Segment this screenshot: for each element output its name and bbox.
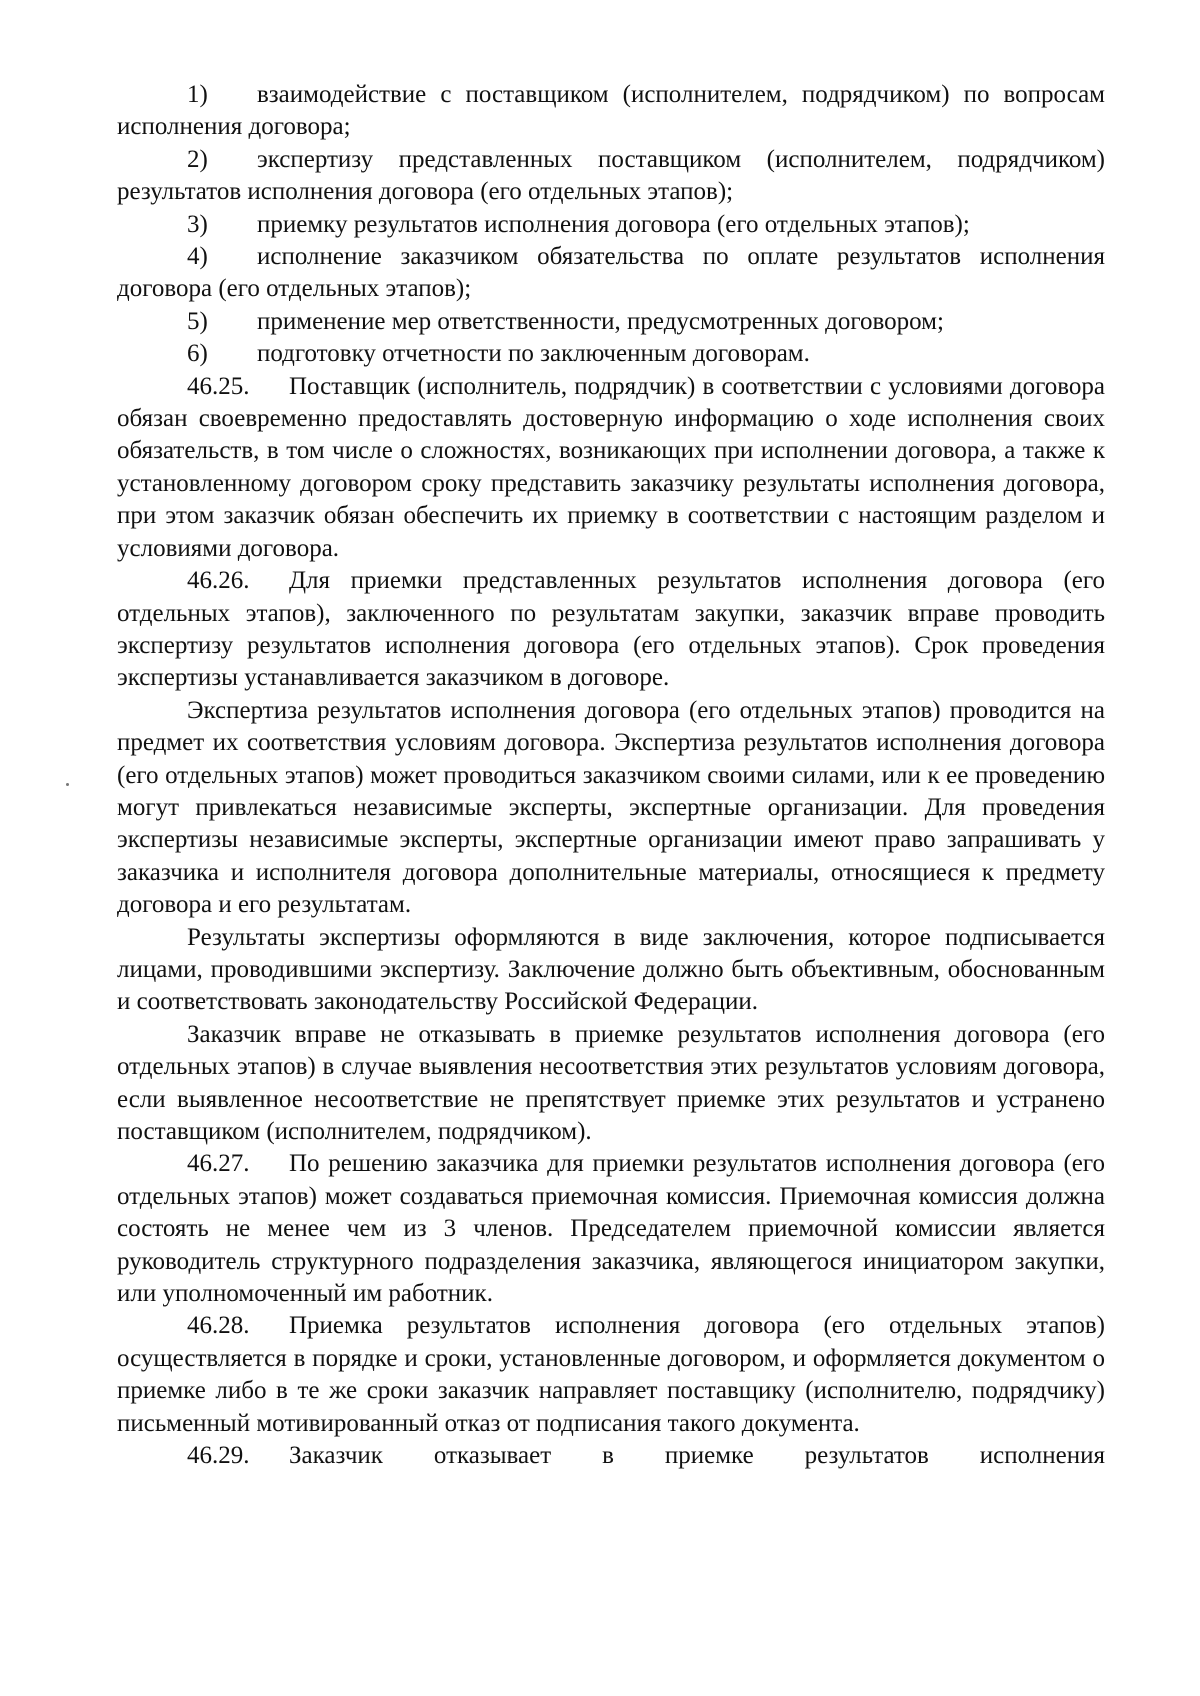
clause-number: 46.26. bbox=[187, 567, 250, 595]
clause-text: Поставщик (исполнитель, подрядчик) в соответствии с условиями договора обязан своевременно предоставлять достоверную информацию о ходе исполнения своих обязательств, в том числе о сложностях, возникающих при исполнении договора, а также к установленному договором сроку представить заказчику результаты исполнения договора, при этом заказчик обязан обеспечить их приемку в соответствии с настоящим разделом и условиями договора. bbox=[117, 372, 1105, 562]
paragraph-expertise bbox=[117, 695, 1105, 922]
item-text: применение мер ответственности, предусмотренных договором; bbox=[257, 307, 944, 335]
item-text: приемку результатов исполнения договора (его отдельных этапов); bbox=[257, 210, 970, 238]
paragraph-text: Экспертиза результатов исполнения договора (его отдельных этапов) проводится на предмет их соответствия условиям договора. Экспертиза результатов исполнения договора (его отдельных этапов) может проводиться заказчиком своими силами, или к ее проведению могут привлекаться независимые эксперты, экспертные организации. Для проведения экспертизы независимые эксперты, экспертные организации имеют право запрашивать у заказчика и исполнителя договора дополнительные материалы, относящиеся к предмету договора и его результатам. bbox=[117, 696, 1105, 919]
item-number: 6) bbox=[187, 340, 208, 368]
list-item-5 bbox=[117, 306, 1105, 338]
clause-text: Для приемки представленных результатов исполнения договора (его отдельных этапов), заключенного по результатам закупки, заказчик вправе проводить экспертизу результатов исполнения договора (его отдельных этапов). Срок проведения экспертизы устанавливается заказчиком в договоре. bbox=[117, 567, 1105, 692]
paragraph-acceptance-right bbox=[117, 1019, 1105, 1149]
item-text: экспертизу представленных поставщиком (исполнителем, подрядчиком) результатов исполнения договора (его отдельных этапов); bbox=[117, 145, 1105, 206]
clause-number: 46.29. bbox=[187, 1442, 250, 1470]
clause-46-28 bbox=[117, 1310, 1105, 1440]
item-number: 3) bbox=[187, 210, 208, 238]
list-item-2 bbox=[117, 144, 1105, 209]
clause-46-26 bbox=[117, 565, 1105, 695]
clause-text: Приемка результатов исполнения договора (его отдельных этапов) осуществляется в порядке и сроки, установленные договором, и оформляется документом о приемке либо в те же сроки заказчик направляет поставщику (исполнителю, подрядчику) письменный мотивированный отказ от подписания такого документа. bbox=[117, 1312, 1105, 1437]
item-number: 4) bbox=[187, 243, 208, 271]
paragraph-text: Результаты экспертизы оформляются в виде заключения, которое подписывается лицами, проводившими экспертизу. Заключение должно быть объективным, обоснованным и соответствовать законодательству Российской Федерации. bbox=[117, 923, 1105, 1016]
clause-number: 46.27. bbox=[187, 1150, 250, 1178]
item-number: 2) bbox=[187, 145, 208, 173]
item-text: подготовку отчетности по заключенным договорам. bbox=[257, 340, 810, 368]
clause-46-29 bbox=[117, 1440, 1105, 1472]
clause-number: 46.28. bbox=[187, 1312, 250, 1340]
clause-46-27 bbox=[117, 1148, 1105, 1310]
paragraph-text: Заказчик вправе не отказывать в приемке результатов исполнения договора (его отдельных этапов) в случае выявления несоответствия этих результатов условиям договора, если выявленное несоответствие не препятствует приемке этих результатов и устранено поставщиком (исполнителем, подрядчиком). bbox=[117, 1020, 1105, 1145]
item-text: взаимодействие с поставщиком (исполнителем, подрядчиком) по вопросам исполнения договора; bbox=[117, 81, 1105, 141]
list-item-3 bbox=[117, 209, 1105, 241]
clause-number: 46.25. bbox=[187, 372, 250, 400]
clause-text: Заказчик отказывает в приемке результатов исполнения bbox=[289, 1442, 1105, 1470]
paragraph-expertise-results bbox=[117, 922, 1105, 1019]
item-text: исполнение заказчиком обязательства по оплате результатов исполнения договора (его отдельных этапов); bbox=[117, 243, 1105, 303]
list-item-1 bbox=[117, 79, 1105, 144]
item-number: 5) bbox=[187, 307, 208, 335]
document-body bbox=[117, 79, 1105, 1472]
clause-46-25 bbox=[117, 371, 1105, 565]
item-number: 1) bbox=[187, 81, 208, 108]
clause-text: По решению заказчика для приемки результатов исполнения договора (его отдельных этапов) может создаваться приемочная комиссия. Приемочная комиссия должна состоять не менее чем из 3 членов. Председателем приемочной комиссии является руководитель структурного подразделения заказчика, являющегося инициатором закупки, или уполномоченный им работник. bbox=[117, 1150, 1105, 1308]
list-item-4 bbox=[117, 241, 1105, 306]
list-item-6 bbox=[117, 338, 1105, 370]
scan-speck bbox=[66, 783, 69, 786]
